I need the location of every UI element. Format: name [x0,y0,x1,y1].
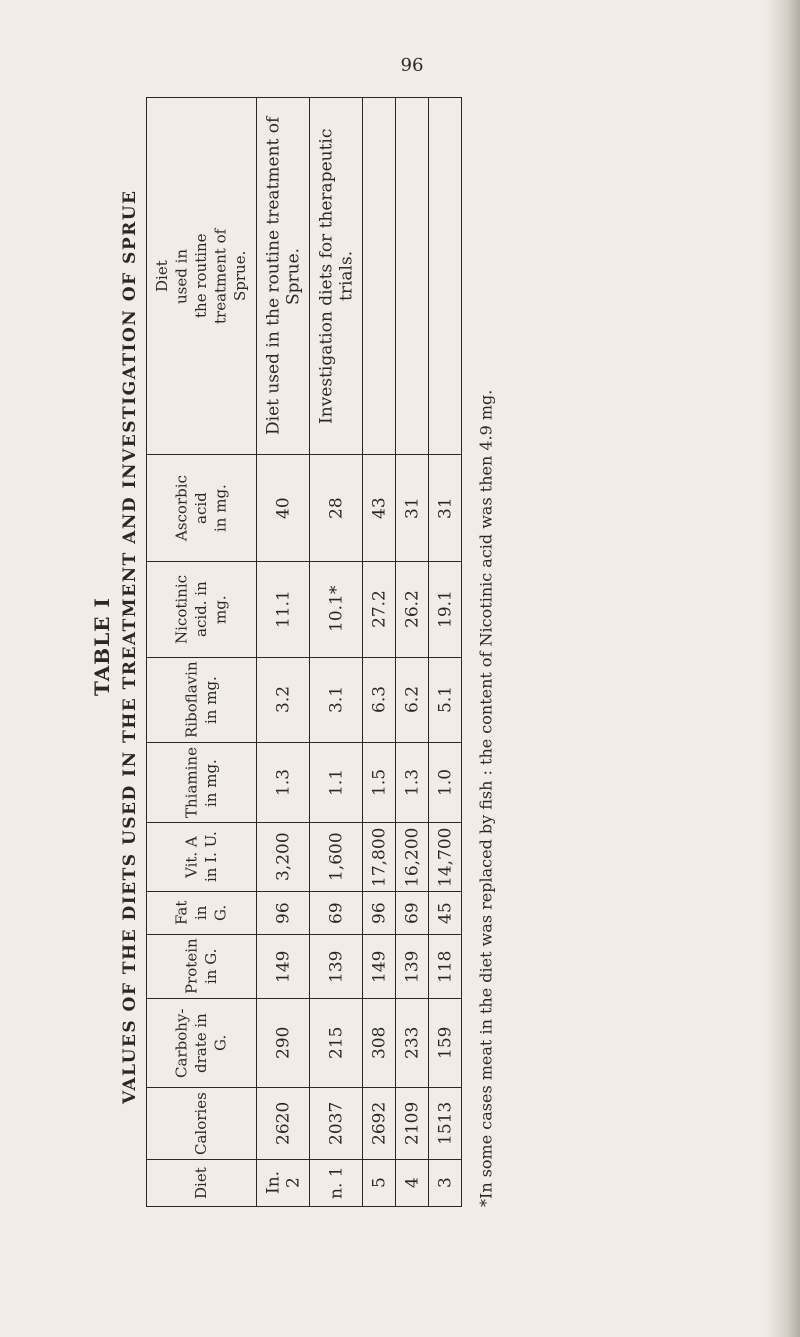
table-footnote: *In some cases meat in the diet was replaced by fish : the content of Nicotinic acid was then 4.9 mg. [476,389,496,1207]
cell-diet: 3 [429,1159,462,1206]
cell-ascorbic-acid: 31 [396,454,429,561]
col-carbohydrate: Carbohy- drate in G. [147,999,258,1087]
table-row [363,98,396,1207]
cell-carbohydrate: 215 [310,999,363,1087]
cell-carbohydrate: 290 [257,999,310,1087]
cell-thiamine: 1.3 [396,743,429,823]
cell-protein: 149 [363,934,396,999]
cell-calories: 2692 [363,1087,396,1159]
col-riboflavin: Riboflavin in mg. [147,657,258,743]
cell-thiamine: 1.5 [363,743,396,823]
cell-vit-a: 1,600 [310,823,363,891]
cell-protein: 139 [310,934,363,999]
cell-diet: 5 [363,1159,396,1206]
cell-riboflavin: 6.2 [396,657,429,743]
cell-vit-a: 17,800 [363,823,396,891]
values-table [146,97,463,1207]
col-protein: Protein in G. [147,934,258,999]
cell-carbohydrate: 159 [429,999,462,1087]
cell-nicotinic-acid: 27.2 [363,561,396,657]
col-nicotinic-acid: Nicotinic acid. in mg. [147,561,258,657]
cell-protein: 118 [429,934,462,999]
cell-protein: 139 [396,934,429,999]
table-row [396,98,429,1207]
cell-nicotinic-acid: 26.2 [396,561,429,657]
cell-vit-a: 3,200 [257,823,310,891]
cell-nicotinic-acid: 19.1 [429,561,462,657]
cell-carbohydrate: 308 [363,999,396,1087]
col-fat: Fat in G. [147,891,258,934]
cell-thiamine: 1.1 [310,743,363,823]
col-remarks: Diet used in the routine treatment of Sprue. [147,98,258,455]
table-block [90,87,750,1207]
cell-riboflavin: 3.2 [257,657,310,743]
cell-fat: 96 [363,891,396,934]
col-thiamine: Thiamine in mg. [147,743,258,823]
cell-ascorbic-acid: 31 [429,454,462,561]
cell-remarks: Diet used in the routine treatment of Sprue. [257,98,310,455]
cell-remarks [429,98,462,455]
col-calories: Calories [147,1087,258,1159]
table-row [257,98,310,1207]
cell-remarks [363,98,396,455]
cell-ascorbic-acid: 43 [363,454,396,561]
cell-carbohydrate: 233 [396,999,429,1087]
cell-nicotinic-acid: 10.1* [310,561,363,657]
cell-protein: 149 [257,934,310,999]
table-header-row [147,98,258,1207]
cell-thiamine: 1.3 [257,743,310,823]
cell-ascorbic-acid: 28 [310,454,363,561]
cell-diet: 4 [396,1159,429,1206]
page-content [90,87,750,1207]
cell-fat: 45 [429,891,462,934]
cell-calories: 2620 [257,1087,310,1159]
cell-riboflavin: 3.1 [310,657,363,743]
page-number: 96 [400,53,424,74]
cell-ascorbic-acid: 40 [257,454,310,561]
table-heading: VALUES OF THE DIETS USED IN THE TREATMENT AND INVESTIGATION OF SPRUE [120,189,140,1105]
cell-fat: 96 [257,891,310,934]
cell-vit-a: 16,200 [396,823,429,891]
table-row [310,98,363,1207]
cell-diet: n. 1 [310,1159,363,1206]
cell-calories: 2037 [310,1087,363,1159]
cell-calories: 2109 [396,1087,429,1159]
cell-fat: 69 [310,891,363,934]
cell-thiamine: 1.0 [429,743,462,823]
col-vit-a: Vit. A in I. U. [147,823,258,891]
table-label: TABLE I [90,597,114,697]
cell-riboflavin: 5.1 [429,657,462,743]
cell-diet: In. 2 [257,1159,310,1206]
cell-remarks [396,98,429,455]
cell-nicotinic-acid: 11.1 [257,561,310,657]
cell-calories: 1513 [429,1087,462,1159]
cell-fat: 69 [396,891,429,934]
col-ascorbic-acid: Ascorbic acid in mg. [147,454,258,561]
col-diet: Diet [147,1159,258,1206]
cell-riboflavin: 6.3 [363,657,396,743]
table-row [429,98,462,1207]
cell-vit-a: 14,700 [429,823,462,891]
cell-remarks: Investigation diets for therapeutic trials. [310,98,363,455]
